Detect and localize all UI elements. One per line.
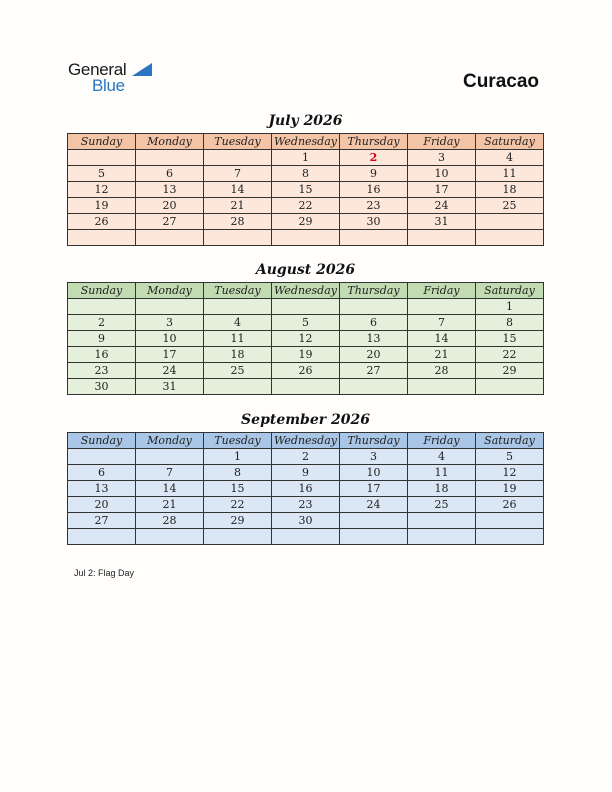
day-cell: 27 <box>136 214 204 230</box>
holiday-notes <box>74 568 134 578</box>
day-cell: 14 <box>136 481 204 497</box>
weekday-header: Saturday <box>476 433 544 449</box>
day-cell: 25 <box>408 497 476 513</box>
day-cell: 21 <box>204 198 272 214</box>
day-cell: 8 <box>204 465 272 481</box>
weekday-header: Wednesday <box>272 433 340 449</box>
day-cell <box>68 230 136 246</box>
month-title-august: August 2026 <box>255 262 356 278</box>
day-cell: 1 <box>476 299 544 315</box>
weekday-header: Monday <box>136 283 204 299</box>
week-row <box>68 198 544 214</box>
week-row <box>68 230 544 246</box>
day-cell: 1 <box>272 150 340 166</box>
day-cell: 28 <box>408 363 476 379</box>
weekday-header: Thursday <box>340 433 408 449</box>
day-cell: 15 <box>272 182 340 198</box>
day-cell: 21 <box>408 347 476 363</box>
day-cell: 2 <box>272 449 340 465</box>
calendar-july <box>67 133 544 246</box>
month-title-september: September 2026 <box>241 412 370 428</box>
day-cell: 16 <box>272 481 340 497</box>
week-row <box>68 481 544 497</box>
month-title-july: July 2026 <box>268 113 343 129</box>
week-row <box>68 363 544 379</box>
day-cell: 11 <box>408 465 476 481</box>
holiday-note: Jul 2: Flag Day <box>74 568 135 578</box>
week-row <box>68 465 544 481</box>
day-cell: 19 <box>272 347 340 363</box>
day-cell: 12 <box>476 465 544 481</box>
week-row <box>68 315 544 331</box>
day-cell: 13 <box>68 481 136 497</box>
day-cell: 21 <box>136 497 204 513</box>
day-cell: 20 <box>340 347 408 363</box>
day-cell: 6 <box>136 166 204 182</box>
day-cell: 7 <box>136 465 204 481</box>
day-cell: 15 <box>476 331 544 347</box>
day-cell: 25 <box>204 363 272 379</box>
day-cell <box>204 150 272 166</box>
day-cell: 4 <box>204 315 272 331</box>
weekday-header: Wednesday <box>272 283 340 299</box>
day-cell: 26 <box>68 214 136 230</box>
day-cell <box>272 379 340 395</box>
day-cell: 11 <box>476 166 544 182</box>
weekday-header: Friday <box>408 134 476 150</box>
day-cell: 3 <box>136 315 204 331</box>
weekday-header: Thursday <box>340 134 408 150</box>
day-cell: 10 <box>136 331 204 347</box>
weekday-header: Sunday <box>68 283 136 299</box>
day-cell <box>476 513 544 529</box>
day-cell: 12 <box>68 182 136 198</box>
day-cell <box>136 230 204 246</box>
logo-text-general: General <box>68 60 127 79</box>
day-cell <box>136 529 204 545</box>
day-cell: 23 <box>340 198 408 214</box>
week-row <box>68 214 544 230</box>
day-cell: 30 <box>272 513 340 529</box>
week-row <box>68 150 544 166</box>
weekday-header: Tuesday <box>204 283 272 299</box>
day-cell: 5 <box>68 166 136 182</box>
weekday-header: Saturday <box>476 283 544 299</box>
day-cell: 29 <box>204 513 272 529</box>
weekday-header: Thursday <box>340 283 408 299</box>
day-cell: 18 <box>204 347 272 363</box>
day-cell: 24 <box>136 363 204 379</box>
day-cell: 22 <box>476 347 544 363</box>
day-cell: 14 <box>408 331 476 347</box>
day-cell: 22 <box>204 497 272 513</box>
day-cell: 13 <box>136 182 204 198</box>
day-cell: 17 <box>408 182 476 198</box>
day-cell: 2 <box>68 315 136 331</box>
day-cell <box>408 379 476 395</box>
day-cell <box>340 379 408 395</box>
day-cell: 27 <box>340 363 408 379</box>
week-row <box>68 299 544 315</box>
day-cell <box>68 529 136 545</box>
day-cell: 4 <box>408 449 476 465</box>
day-cell: 18 <box>476 182 544 198</box>
day-cell: 13 <box>340 331 408 347</box>
day-cell: 18 <box>408 481 476 497</box>
day-cell <box>408 513 476 529</box>
day-cell <box>476 230 544 246</box>
day-cell: 8 <box>476 315 544 331</box>
day-cell <box>68 150 136 166</box>
week-row <box>68 379 544 395</box>
weekday-header: Friday <box>408 283 476 299</box>
day-cell <box>272 299 340 315</box>
weekday-header: Sunday <box>68 134 136 150</box>
day-cell <box>476 529 544 545</box>
weekday-header: Saturday <box>476 134 544 150</box>
day-cell <box>340 230 408 246</box>
day-cell <box>136 449 204 465</box>
day-cell: 27 <box>68 513 136 529</box>
day-cell: 16 <box>340 182 408 198</box>
day-cell: 17 <box>136 347 204 363</box>
weekday-header: Tuesday <box>204 134 272 150</box>
day-cell: 6 <box>68 465 136 481</box>
day-cell: 11 <box>204 331 272 347</box>
day-cell <box>340 513 408 529</box>
day-cell: 15 <box>204 481 272 497</box>
day-cell: 26 <box>476 497 544 513</box>
day-cell <box>136 299 204 315</box>
day-cell <box>408 529 476 545</box>
weekday-header: Sunday <box>68 433 136 449</box>
day-cell: 30 <box>340 214 408 230</box>
day-cell: 7 <box>204 166 272 182</box>
day-cell: 20 <box>68 497 136 513</box>
day-cell <box>476 379 544 395</box>
weekday-header: Friday <box>408 433 476 449</box>
general-blue-logo <box>68 60 168 96</box>
day-cell: 31 <box>136 379 204 395</box>
day-cell: 26 <box>272 363 340 379</box>
week-row <box>68 529 544 545</box>
week-row <box>68 513 544 529</box>
day-cell <box>204 529 272 545</box>
day-cell: 5 <box>272 315 340 331</box>
day-cell: 14 <box>204 182 272 198</box>
day-cell: 17 <box>340 481 408 497</box>
logo-triangle-icon <box>132 63 152 76</box>
day-cell: 19 <box>476 481 544 497</box>
weekday-header-row <box>68 134 544 150</box>
day-cell: 7 <box>408 315 476 331</box>
day-cell <box>408 299 476 315</box>
day-cell: 2 <box>340 150 408 166</box>
day-cell <box>204 230 272 246</box>
day-cell: 9 <box>340 166 408 182</box>
day-cell: 6 <box>340 315 408 331</box>
day-cell: 12 <box>272 331 340 347</box>
weekday-header-row <box>68 283 544 299</box>
day-cell: 22 <box>272 198 340 214</box>
day-cell: 30 <box>68 379 136 395</box>
calendar-september <box>67 432 544 545</box>
day-cell: 16 <box>68 347 136 363</box>
day-cell: 3 <box>340 449 408 465</box>
day-cell: 28 <box>204 214 272 230</box>
weekday-header: Monday <box>136 433 204 449</box>
day-cell: 24 <box>408 198 476 214</box>
day-cell <box>204 379 272 395</box>
day-cell <box>340 299 408 315</box>
day-cell <box>272 529 340 545</box>
day-cell: 5 <box>476 449 544 465</box>
day-cell: 28 <box>136 513 204 529</box>
day-cell <box>340 529 408 545</box>
weekday-header: Monday <box>136 134 204 150</box>
day-cell: 10 <box>340 465 408 481</box>
day-cell: 9 <box>272 465 340 481</box>
day-cell: 8 <box>272 166 340 182</box>
day-cell: 4 <box>476 150 544 166</box>
week-row <box>68 347 544 363</box>
day-cell <box>68 449 136 465</box>
day-cell: 29 <box>476 363 544 379</box>
week-row <box>68 331 544 347</box>
weekday-header: Tuesday <box>204 433 272 449</box>
day-cell: 1 <box>204 449 272 465</box>
day-cell: 29 <box>272 214 340 230</box>
day-cell: 31 <box>408 214 476 230</box>
logo-text-blue: Blue <box>92 76 125 95</box>
day-cell: 9 <box>68 331 136 347</box>
calendar-august <box>67 282 544 395</box>
day-cell <box>408 230 476 246</box>
day-cell: 24 <box>340 497 408 513</box>
week-row <box>68 182 544 198</box>
day-cell: 3 <box>408 150 476 166</box>
day-cell: 10 <box>408 166 476 182</box>
day-cell <box>68 299 136 315</box>
day-cell: 23 <box>68 363 136 379</box>
week-row <box>68 166 544 182</box>
weekday-header-row <box>68 433 544 449</box>
day-cell: 25 <box>476 198 544 214</box>
week-row <box>68 497 544 513</box>
day-cell <box>136 150 204 166</box>
day-cell: 20 <box>136 198 204 214</box>
week-row <box>68 449 544 465</box>
day-cell: 19 <box>68 198 136 214</box>
day-cell <box>272 230 340 246</box>
day-cell: 23 <box>272 497 340 513</box>
weekday-header: Wednesday <box>272 134 340 150</box>
day-cell <box>204 299 272 315</box>
country-title: Curacao <box>462 71 539 92</box>
day-cell <box>476 214 544 230</box>
